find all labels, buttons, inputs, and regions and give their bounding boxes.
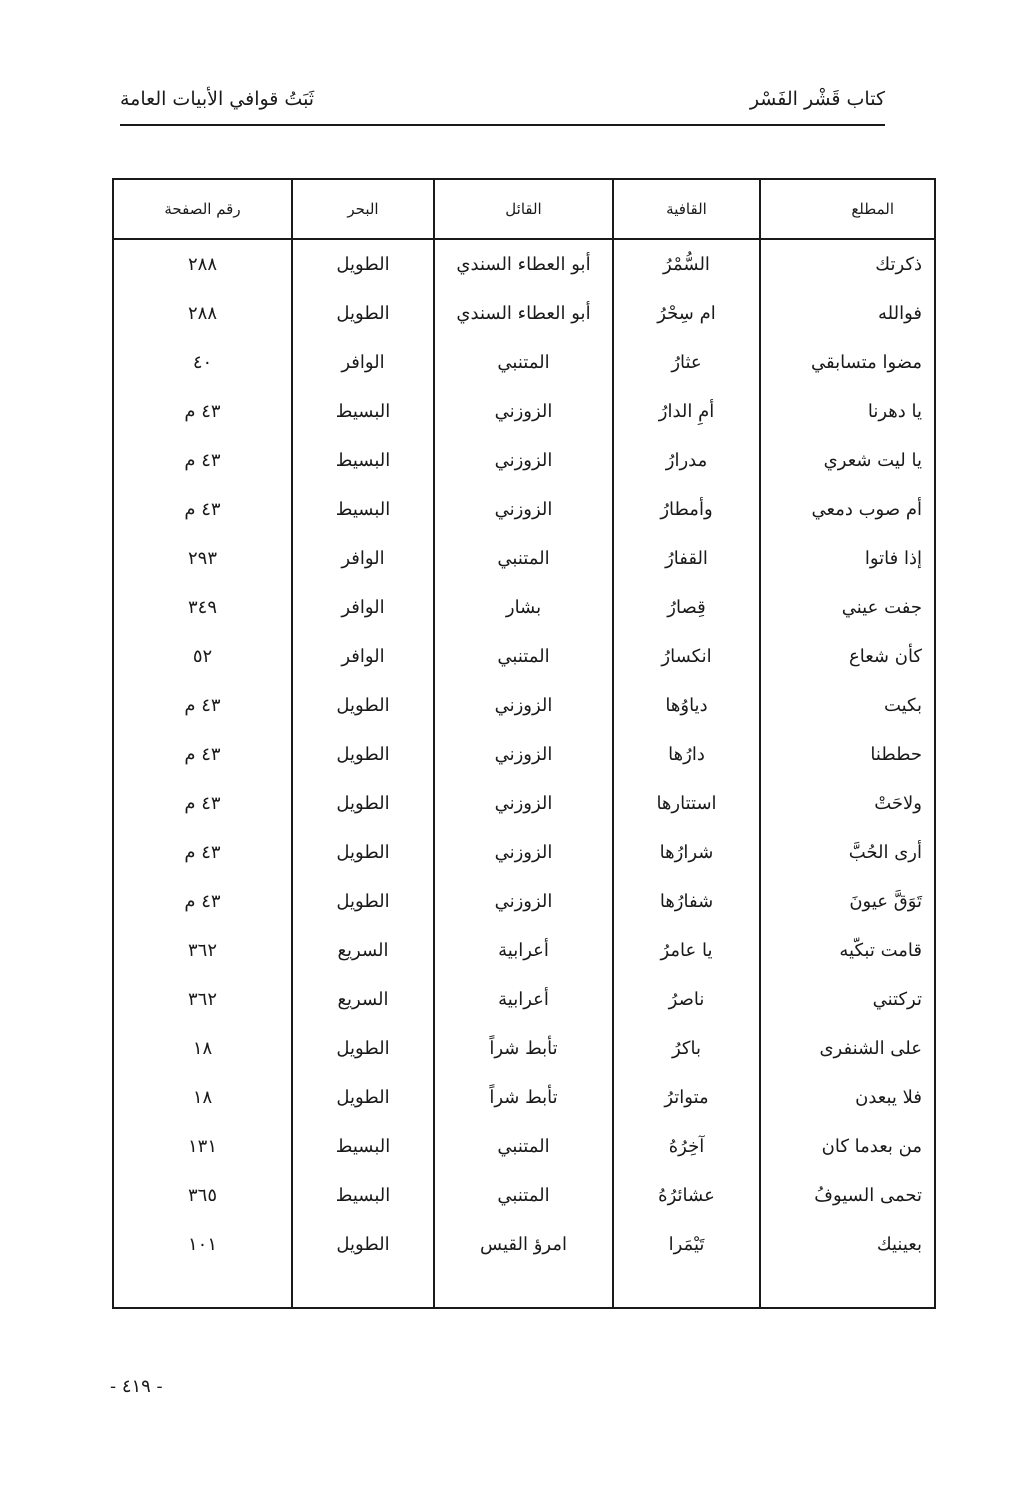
rhymes-index-table-wrapper — [112, 178, 922, 1309]
cell-rhyme: دارُها — [613, 730, 760, 779]
cell-rhyme: تَيْمَرا — [613, 1220, 760, 1269]
cell-page-number: ٣٦٥ — [113, 1171, 292, 1220]
cell-page-number: ٤٣ م — [113, 681, 292, 730]
cell-opening: أم صوب دمعي — [760, 485, 935, 534]
cell-poet: المتنبي — [434, 1122, 613, 1171]
cell-poet: المتنبي — [434, 338, 613, 387]
cell-opening: تَوَقَّ عيونَ — [760, 877, 935, 926]
cell-rhyme: شرارُها — [613, 828, 760, 877]
cell-meter: البسيط — [292, 485, 434, 534]
cell-poet: الزوزني — [434, 387, 613, 436]
cell-opening: إذا فاتوا — [760, 534, 935, 583]
column-header-meter: البحر — [292, 179, 434, 239]
cell-rhyme: القفارُ — [613, 534, 760, 583]
table-row — [113, 1122, 935, 1171]
table-row — [113, 239, 935, 289]
cell-page-number: ٤٠ — [113, 338, 292, 387]
cell-poet: المتنبي — [434, 1171, 613, 1220]
cell-opening: بكيت — [760, 681, 935, 730]
cell-poet: بشار — [434, 583, 613, 632]
table-bottom-spacer — [113, 1269, 935, 1308]
table-row — [113, 1171, 935, 1220]
cell-poet: المتنبي — [434, 534, 613, 583]
header-row — [113, 179, 935, 239]
cell-opening: على الشنفرى — [760, 1024, 935, 1073]
table-row — [113, 583, 935, 632]
table-row — [113, 436, 935, 485]
header-rule — [120, 124, 885, 126]
cell-rhyme: انكسارُ — [613, 632, 760, 681]
table-row — [113, 338, 935, 387]
table-row — [113, 485, 935, 534]
cell-meter: البسيط — [292, 1171, 434, 1220]
cell-poet: المتنبي — [434, 632, 613, 681]
table-row — [113, 926, 935, 975]
cell-poet: أبو العطاء السندي — [434, 289, 613, 338]
cell-poet: أبو العطاء السندي — [434, 239, 613, 289]
cell-opening: جفت عيني — [760, 583, 935, 632]
table-row — [113, 975, 935, 1024]
cell-meter: الطويل — [292, 877, 434, 926]
cell-meter: الطويل — [292, 681, 434, 730]
cell-rhyme: استتارها — [613, 779, 760, 828]
cell-page-number: ٤٣ م — [113, 779, 292, 828]
table-row — [113, 1220, 935, 1269]
cell-meter: البسيط — [292, 1122, 434, 1171]
cell-rhyme: مدرارُ — [613, 436, 760, 485]
spacer-cell — [292, 1269, 434, 1308]
cell-poet: امرؤ القيس — [434, 1220, 613, 1269]
table-row — [113, 730, 935, 779]
cell-rhyme: عشائرُهُ — [613, 1171, 760, 1220]
spacer-cell — [760, 1269, 935, 1308]
cell-opening: فوالله — [760, 289, 935, 338]
cell-opening: ولاحَتْ — [760, 779, 935, 828]
cell-poet: الزوزني — [434, 436, 613, 485]
cell-meter: الطويل — [292, 289, 434, 338]
cell-opening: تحمى السيوفُ — [760, 1171, 935, 1220]
cell-page-number: ٢٨٨ — [113, 289, 292, 338]
cell-rhyme: أمِ الدارُ — [613, 387, 760, 436]
cell-page-number: ٥٢ — [113, 632, 292, 681]
cell-rhyme: وأمطارُ — [613, 485, 760, 534]
cell-page-number: ٢٩٣ — [113, 534, 292, 583]
cell-meter: السريع — [292, 975, 434, 1024]
cell-meter: الوافر — [292, 632, 434, 681]
cell-meter: الوافر — [292, 583, 434, 632]
spacer-cell — [613, 1269, 760, 1308]
table-row — [113, 289, 935, 338]
table-row — [113, 387, 935, 436]
cell-meter: الطويل — [292, 1073, 434, 1122]
cell-meter: البسيط — [292, 436, 434, 485]
cell-rhyme: ام سِحْرُ — [613, 289, 760, 338]
cell-page-number: ١٣١ — [113, 1122, 292, 1171]
cell-rhyme: آخِرُهُ — [613, 1122, 760, 1171]
cell-poet: الزوزني — [434, 681, 613, 730]
cell-meter: الطويل — [292, 779, 434, 828]
spacer-cell — [113, 1269, 292, 1308]
cell-meter: الطويل — [292, 1220, 434, 1269]
cell-rhyme: متواترُ — [613, 1073, 760, 1122]
cell-meter: الوافر — [292, 338, 434, 387]
cell-opening: حططنا — [760, 730, 935, 779]
cell-rhyme: قِصارُ — [613, 583, 760, 632]
book-title: كتاب قَشْر الفَسْر — [749, 88, 885, 110]
cell-poet: الزوزني — [434, 730, 613, 779]
table-row — [113, 534, 935, 583]
cell-page-number: ٤٣ م — [113, 877, 292, 926]
cell-rhyme: باكرُ — [613, 1024, 760, 1073]
cell-opening: من بعدما كان — [760, 1122, 935, 1171]
table-header — [113, 179, 935, 239]
cell-rhyme: يا عامرُ — [613, 926, 760, 975]
table-row — [113, 1073, 935, 1122]
cell-poet: أعرابية — [434, 975, 613, 1024]
cell-poet: تأبط شراً — [434, 1024, 613, 1073]
column-header-page: رقم الصفحة — [113, 179, 292, 239]
cell-page-number: ٤٣ م — [113, 730, 292, 779]
cell-meter: الطويل — [292, 1024, 434, 1073]
cell-page-number: ١٨ — [113, 1073, 292, 1122]
section-title: ثَبَتُ قوافي الأبيات العامة — [120, 88, 315, 110]
cell-page-number: ١٠١ — [113, 1220, 292, 1269]
cell-poet: الزوزني — [434, 877, 613, 926]
cell-poet: أعرابية — [434, 926, 613, 975]
cell-page-number: ٣٦٢ — [113, 975, 292, 1024]
column-header-rhyme: القافية — [613, 179, 760, 239]
cell-opening: مضوا متسابقي — [760, 338, 935, 387]
column-header-opening: المطلع — [760, 179, 935, 239]
cell-meter: السريع — [292, 926, 434, 975]
cell-opening: تركتني — [760, 975, 935, 1024]
cell-rhyme: ناصرُ — [613, 975, 760, 1024]
cell-meter: الطويل — [292, 730, 434, 779]
running-header — [120, 80, 885, 122]
cell-page-number: ٣٦٢ — [113, 926, 292, 975]
cell-page-number: ٤٣ م — [113, 485, 292, 534]
cell-meter: الوافر — [292, 534, 434, 583]
cell-rhyme: دياوُها — [613, 681, 760, 730]
cell-page-number: ١٨ — [113, 1024, 292, 1073]
cell-poet: الزوزني — [434, 779, 613, 828]
cell-opening: ذكرتك — [760, 239, 935, 289]
cell-meter: الطويل — [292, 828, 434, 877]
spacer-cell — [434, 1269, 613, 1308]
table-row — [113, 828, 935, 877]
cell-opening: فلا يبعدن — [760, 1073, 935, 1122]
cell-opening: أرى الحُبَّ — [760, 828, 935, 877]
table-body — [113, 239, 935, 1308]
page-number: - ٤١٩ - — [110, 1376, 163, 1397]
cell-page-number: ٢٨٨ — [113, 239, 292, 289]
cell-rhyme: عثارُ — [613, 338, 760, 387]
cell-page-number: ٤٣ م — [113, 828, 292, 877]
table-row — [113, 681, 935, 730]
cell-page-number: ٤٣ م — [113, 436, 292, 485]
cell-rhyme: شفارُها — [613, 877, 760, 926]
cell-opening: يا دهرنا — [760, 387, 935, 436]
table-row — [113, 632, 935, 681]
cell-page-number: ٣٤٩ — [113, 583, 292, 632]
cell-opening: بعينيك — [760, 1220, 935, 1269]
cell-opening: قامت تبكّيه — [760, 926, 935, 975]
table-row — [113, 877, 935, 926]
cell-opening: يا ليت شعري — [760, 436, 935, 485]
cell-rhyme: السُّمْرُ — [613, 239, 760, 289]
cell-poet: الزوزني — [434, 828, 613, 877]
cell-poet: الزوزني — [434, 485, 613, 534]
rhymes-index-table — [112, 178, 936, 1309]
cell-opening: كأن شعاع — [760, 632, 935, 681]
table-row — [113, 1024, 935, 1073]
cell-page-number: ٤٣ م — [113, 387, 292, 436]
column-header-poet: القائل — [434, 179, 613, 239]
cell-meter: الطويل — [292, 239, 434, 289]
table-row — [113, 779, 935, 828]
cell-poet: تأبط شراً — [434, 1073, 613, 1122]
cell-meter: البسيط — [292, 387, 434, 436]
